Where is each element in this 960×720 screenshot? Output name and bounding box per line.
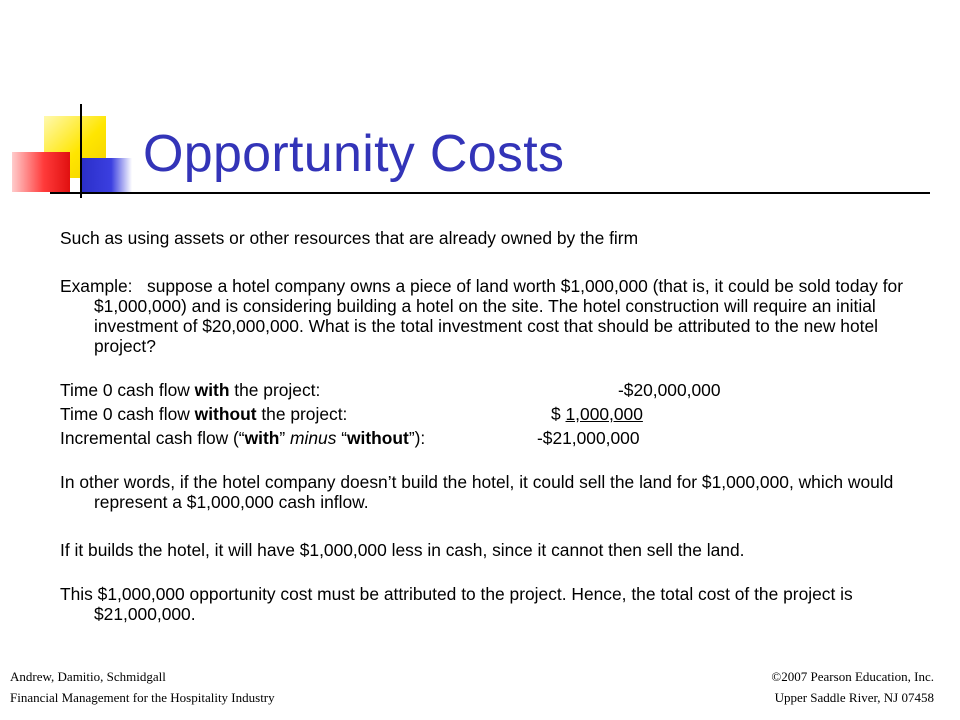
with-row-bold: with bbox=[194, 380, 230, 400]
cash-flow-with-row bbox=[60, 378, 920, 402]
inc-row-label-start: Incremental cash flow (“ bbox=[60, 428, 245, 448]
slide-logo-graphic bbox=[0, 0, 140, 200]
with-row-label-end: the project: bbox=[229, 380, 321, 400]
inc-row-quote-1: ” bbox=[279, 428, 291, 448]
blue-square-decoration bbox=[80, 158, 132, 194]
without-row-label-end: the project: bbox=[256, 404, 348, 424]
example-label: Example: bbox=[60, 276, 133, 296]
inc-row-label-end: ”): bbox=[408, 428, 426, 448]
with-row-value: -$20,000,000 bbox=[618, 380, 721, 400]
conclusion-paragraph: This $1,000,000 opportunity cost must be attributed to the project. Hence, the total cost of the project is $21,000,000. bbox=[60, 584, 853, 624]
footer-book-title: Financial Management for the Hospitality Industry bbox=[10, 690, 275, 705]
inc-row-without: without bbox=[347, 428, 409, 448]
cash-flow-block bbox=[60, 378, 920, 450]
cash-flow-incremental-row bbox=[60, 426, 920, 450]
intro-paragraph: Such as using assets or other resources that are already owned by the firm bbox=[60, 228, 639, 248]
builds-paragraph: If it builds the hotel, it will have $1,000,000 less in cash, since it cannot then sell the land. bbox=[60, 540, 745, 560]
cash-flow-without-row bbox=[60, 402, 920, 426]
footer-copyright: ©2007 Pearson Education, Inc. bbox=[771, 669, 934, 684]
slide-body bbox=[60, 228, 920, 624]
without-row-value bbox=[551, 402, 643, 426]
example-paragraph bbox=[60, 276, 920, 356]
without-row-dollar: $ bbox=[551, 404, 566, 424]
slide-title: Opportunity Costs bbox=[143, 125, 565, 183]
inc-row-value: -$21,000,000 bbox=[537, 428, 640, 448]
example-text: suppose a hotel company owns a piece of land worth $1,000,000 (that is, it could be sold today for $1,000,000) and is considering building a hotel on the site. The hotel construction will require an initial investment of $20,000,000. What is the total investment cost that should be attributed to the new hotel project? bbox=[94, 276, 904, 356]
inc-row-minus: minus bbox=[290, 428, 337, 448]
inc-row-quote-2: “ bbox=[336, 428, 348, 448]
vertical-rule bbox=[80, 104, 82, 198]
without-row-amount: 1,000,000 bbox=[565, 404, 643, 424]
other-words-paragraph: In other words, if the hotel company doesn’t build the hotel, it could sell the land for $1,000,000, which would represent a $1,000,000 cash inflow. bbox=[60, 472, 894, 512]
without-row-bold: without bbox=[194, 404, 257, 424]
title-underline-rule bbox=[50, 192, 930, 194]
inc-row-with: with bbox=[244, 428, 280, 448]
footer-authors: Andrew, Damitio, Schmidgall bbox=[10, 669, 166, 684]
red-square-decoration bbox=[12, 152, 70, 192]
footer-location: Upper Saddle River, NJ 07458 bbox=[774, 690, 934, 705]
without-row-label-start: Time 0 cash flow bbox=[60, 404, 195, 424]
with-row-label-start: Time 0 cash flow bbox=[60, 380, 195, 400]
